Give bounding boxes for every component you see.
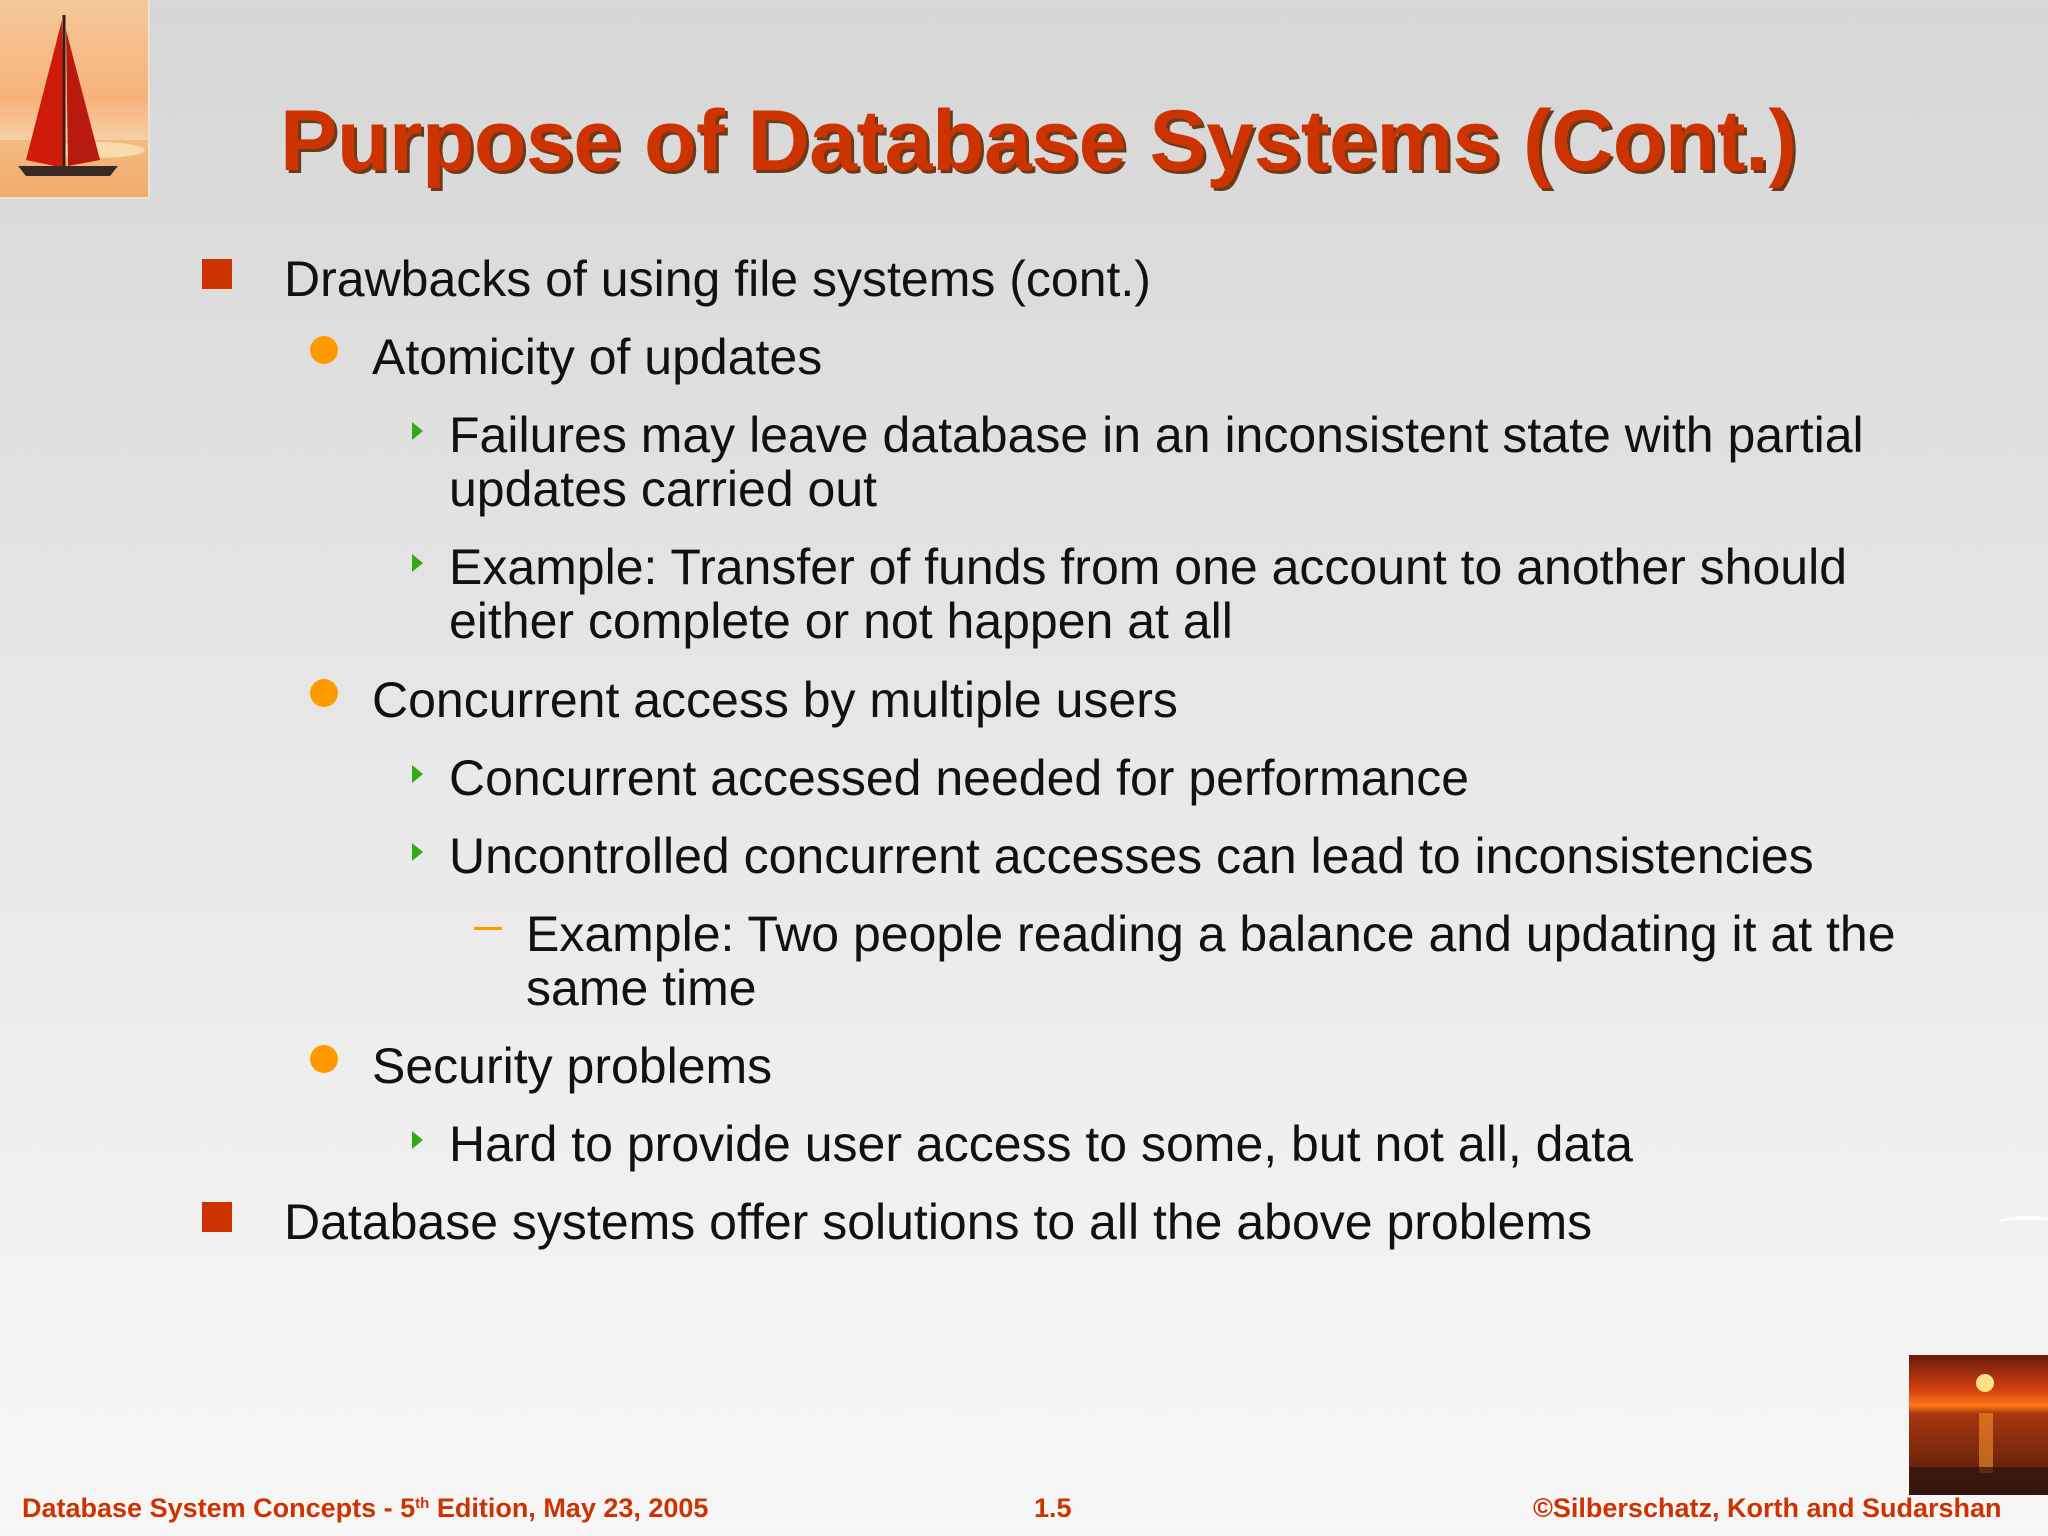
bullet-two-people-line2: same time (526, 960, 757, 1016)
triangle-bullet-icon (412, 554, 423, 572)
triangle-bullet-icon (412, 1131, 423, 1149)
dash-bullet-icon (474, 927, 502, 930)
footer-book-info (22, 1493, 708, 1524)
slide-title: Purpose of Database Systems (Cont.) (280, 93, 1797, 189)
page-number: 1.5 (1034, 1493, 1072, 1523)
bullet-uncontrolled: Uncontrolled concurrent accesses can lead to inconsistencies (449, 828, 1814, 884)
footer-book-sup: th (415, 1495, 430, 1512)
triangle-bullet-icon (412, 843, 423, 861)
footer-copyright: ©Silberschatz, Korth and Sudarshan (1533, 1493, 2002, 1523)
triangle-bullet-icon (412, 765, 423, 783)
footer-book-suffix: Edition, May 23, 2005 (429, 1493, 709, 1523)
bullet-atomicity: Atomicity of updates (372, 329, 823, 385)
sailboat-image (0, 0, 150, 199)
square-bullet-icon (202, 259, 232, 289)
footer-book-prefix: Database System Concepts - 5 (22, 1493, 416, 1523)
bullet-transfer-line1: Example: Transfer of funds from one account to another should (449, 539, 1848, 595)
circle-bullet-icon (310, 679, 338, 707)
sunset-image (1909, 1355, 2048, 1495)
circle-bullet-icon (310, 336, 338, 364)
bullet-performance: Concurrent accessed needed for performance (449, 750, 1470, 806)
square-bullet-icon (202, 1202, 232, 1232)
circle-bullet-icon (310, 1045, 338, 1073)
bullet-failures-line2: updates carried out (449, 461, 878, 517)
bullet-solutions: Database systems offer solutions to all the above problems (284, 1194, 1593, 1250)
bullet-concurrent: Concurrent access by multiple users (372, 672, 1178, 728)
bullet-hard-to-provide: Hard to provide user access to some, but not all, data (449, 1116, 1633, 1172)
triangle-bullet-icon (412, 422, 423, 440)
bullet-security: Security problems (372, 1038, 773, 1094)
decorative-swoosh (1998, 1216, 2048, 1230)
bullet-failures-line1: Failures may leave database in an inconsistent state with partial (449, 407, 1864, 463)
bullet-transfer-line2: either complete or not happen at all (449, 593, 1233, 649)
bullet-drawbacks: Drawbacks of using file systems (cont.) (284, 251, 1151, 307)
bullet-two-people-line1: Example: Two people reading a balance and updating it at the (526, 906, 1896, 962)
